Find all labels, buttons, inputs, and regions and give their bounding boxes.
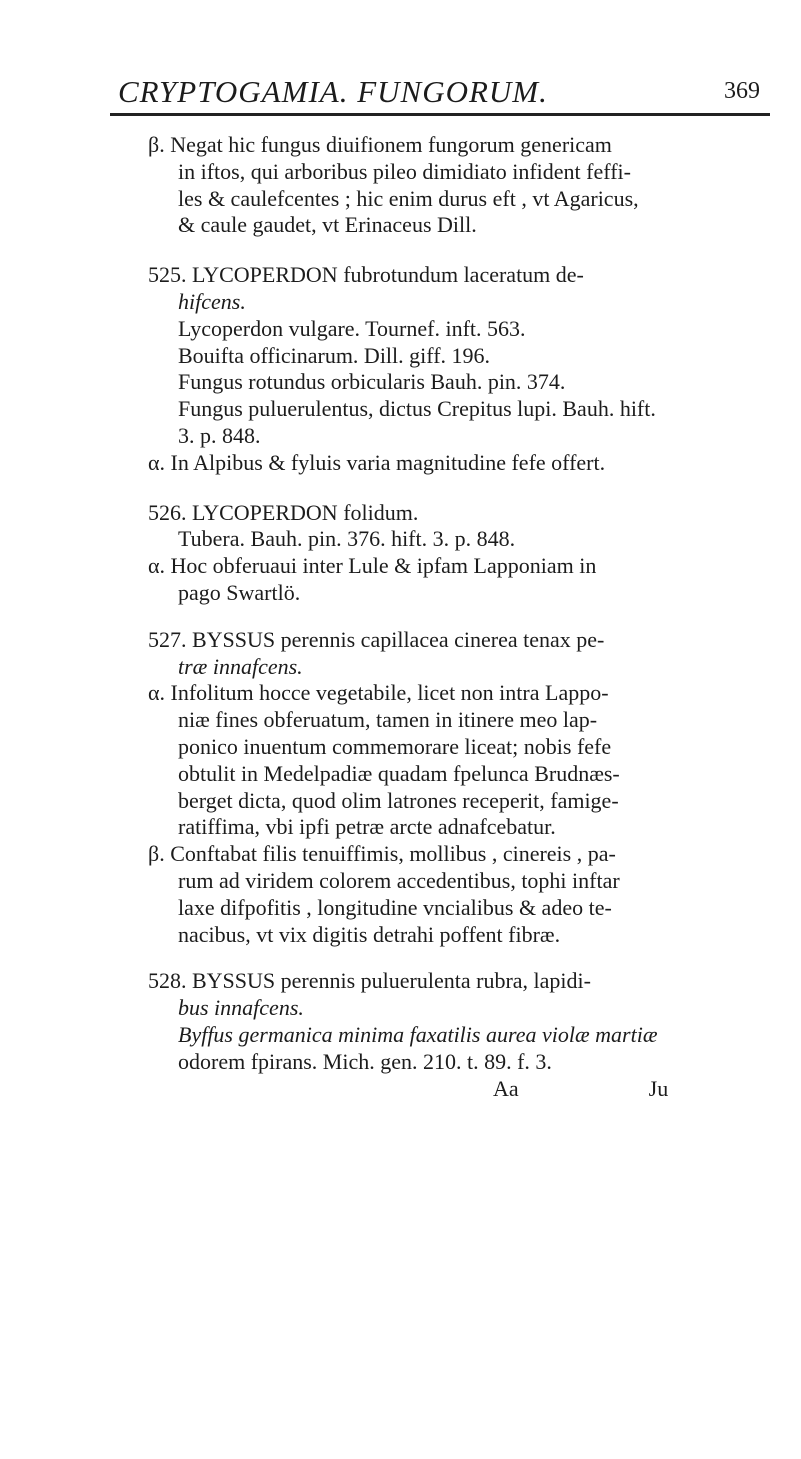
text-line: β. Conftabat filis tenuiffimis, mollibus , cinereis , pa-	[148, 841, 616, 867]
text-line: 528. BYSSUS perennis puluerulenta rubra, lapidi-	[148, 968, 591, 994]
text-line: les & caulefcentes ; hic enim durus eft , vt Agaricus,	[178, 185, 639, 211]
text-line: Bouifta officinarum. Dill. giff. 196.	[178, 342, 491, 368]
body-text	[148, 132, 788, 1102]
catchword: Ju	[648, 1075, 669, 1101]
text-line: Lycoperdon vulgare. Tournef. inft. 563.	[178, 315, 526, 341]
text-line: 526. LYCOPERDON folidum.	[148, 499, 419, 525]
text-line: Fungus rotundus orbicularis Bauh. pin. 374.	[178, 369, 566, 395]
page-number: 369	[724, 78, 760, 104]
text-line: ponico inuentum commemorare liceat; nobis fefe	[178, 733, 612, 759]
text-line: bus innafcens.	[178, 995, 304, 1021]
text-line: in iftos, qui arboribus pileo dimidiato infident feffi-	[178, 158, 631, 184]
text-line: hifcens.	[178, 288, 246, 314]
text-line: & caule gaudet, vt Erinaceus Dill.	[178, 212, 477, 238]
signature-mark: Aa Ju	[493, 1075, 669, 1101]
header-rule	[110, 113, 770, 116]
text-line: Fungus puluerulentus, dictus Crepitus lupi. Bauh. hift.	[178, 396, 656, 422]
text-line: Tubera. Bauh. pin. 376. hift. 3. p. 848.	[178, 526, 516, 552]
text-line: 3. p. 848.	[178, 422, 261, 448]
spacer	[148, 948, 788, 968]
text-line: 525. LYCOPERDON fubrotundum laceratum de-	[148, 262, 584, 288]
entry-528	[148, 968, 788, 1075]
entry-526	[148, 500, 788, 607]
text-line: α. In Alpibus & fyluis varia magnitudine fefe offert.	[148, 449, 606, 475]
spacer	[148, 239, 788, 262]
text-line: rum ad viridem colorem accedentibus, tophi inftar	[178, 867, 620, 893]
entry-527	[148, 627, 788, 949]
text-line: obtulit in Medelpadiæ quadam fpelunca Brudnæs-	[178, 760, 620, 786]
running-head: CRYPTOGAMIA. FUNGORUM.	[118, 74, 548, 109]
text-line: Byffus germanica minima faxatilis aurea violæ martiæ	[178, 1021, 658, 1047]
text-line: berget dicta, quod olim latrones receperit, famige-	[178, 787, 619, 813]
spacer	[148, 477, 788, 500]
text-line: laxe difpofitis , longitudine vncialibus & adeo te-	[178, 894, 612, 920]
spacer	[148, 607, 788, 627]
entry-525	[148, 262, 788, 476]
text-line: ratiffima, vbi ipfi petræ arcte adnafcebatur.	[178, 814, 556, 840]
text-line: nacibus, vt vix digitis detrahi poffent fibræ.	[178, 921, 561, 947]
text-line: niæ fines obferuatum, tamen in itinere meo lap-	[178, 707, 598, 733]
text-line: odorem fpirans. Mich. gen. 210. t. 89. f. 3.	[178, 1048, 552, 1074]
footer-signature-line	[148, 1076, 788, 1103]
text-line: 527. BYSSUS perennis capillacea cinerea tenax pe-	[148, 626, 605, 652]
paragraph-beta-fungus	[148, 132, 788, 239]
page-header	[118, 74, 768, 114]
text-line: α. Infolitum hocce vegetabile, licet non intra Lappo-	[148, 680, 609, 706]
text-line: træ innafcens.	[178, 653, 303, 679]
text-line: α. Hoc obferuaui inter Lule & ipfam Lapponiam in	[148, 553, 597, 579]
text-line: β. Negat hic fungus diuifionem fungorum genericam	[148, 132, 612, 157]
text-line: pago Swartlö.	[178, 579, 301, 605]
